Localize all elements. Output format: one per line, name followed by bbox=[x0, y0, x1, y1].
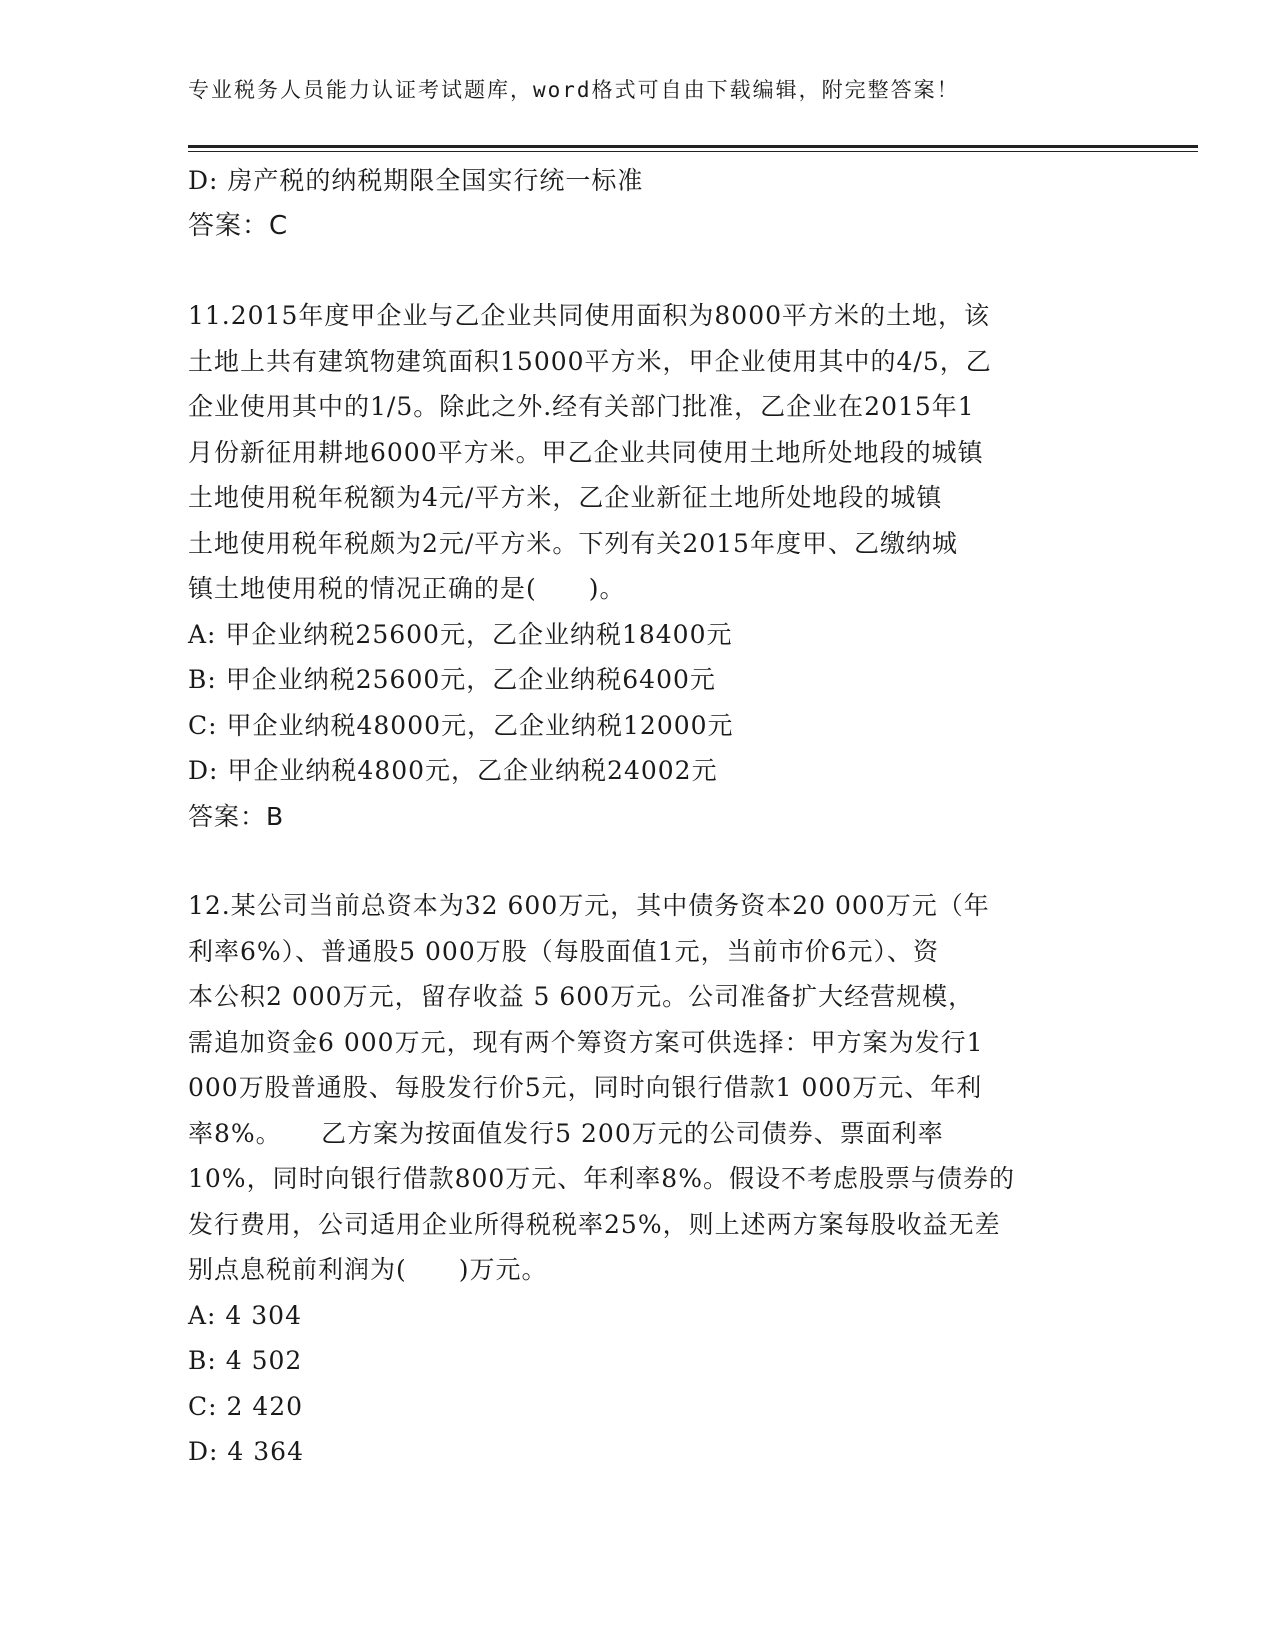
q12-text-line: 10%，同时向银行借款800万元、年利率8%。假设不考虑股票与债券的 bbox=[188, 1164, 1015, 1193]
q12-text-line: 000万股普通股、每股发行价5元，同时向银行借款1 000万元、年利 bbox=[188, 1073, 983, 1102]
q11-text-line: 土地使用税年税额为4元/平方米，乙企业新征土地所处地段的城镇 bbox=[188, 483, 943, 512]
spacer bbox=[188, 249, 1088, 293]
q11-text-line: 月份新征用耕地6000平方米。甲乙企业共同使用土地所处地段的城镇 bbox=[188, 437, 984, 467]
q11-option-a: A: 甲企业纳税25600元，乙企业纳税18400元 bbox=[188, 619, 733, 649]
q12-text-line: 利率6%）、普通股5 000万股（每股面值1元，当前市价6元）、资 bbox=[188, 936, 940, 966]
q11-answer: 答案：B bbox=[188, 801, 285, 831]
header-rule-thick bbox=[188, 145, 1198, 148]
q11-option-d: D: 甲企业纳税4800元，乙企业纳税24002元 bbox=[188, 756, 718, 785]
q12-option-d: D: 4 364 bbox=[188, 1437, 304, 1466]
prev-option-d: D: 房产税的纳税期限全国实行统一标准 bbox=[188, 166, 644, 195]
q11-option-b: B: 甲企业纳税25600元，乙企业纳税6400元 bbox=[188, 665, 716, 694]
question-11 bbox=[188, 293, 1088, 839]
q11-text-line: 企业使用其中的1/5。除此之外.经有关部门批准，乙企业在2015年1 bbox=[188, 392, 975, 421]
q12-option-b: B: 4 502 bbox=[188, 1346, 303, 1375]
prev-answer: 答案：C bbox=[188, 210, 289, 241]
header-rule-thin bbox=[188, 151, 1198, 152]
q11-text-line: 土地使用税年税颇为2元/平方米。下列有关2015年度甲、乙缴纳城 bbox=[188, 528, 958, 558]
q12-text-line: 率8%。 乙方案为按面值发行5 200万元的公司债券、票面利率 bbox=[188, 1118, 944, 1148]
page-header: 专业税务人员能力认证考试题库，word格式可自由下载编辑，附完整答案！ bbox=[188, 78, 960, 102]
document-body bbox=[188, 158, 1088, 1475]
q12-text-line: 本公积2 000万元，留存收益 5 600万元。公司准备扩大经营规模， bbox=[188, 982, 975, 1011]
spacer bbox=[188, 839, 1088, 883]
q12-text-line: 别点息税前利润为( )万元。 bbox=[188, 1255, 548, 1284]
q11-text-line: 11.2015年度甲企业与乙企业共同使用面积为8000平方米的土地，该 bbox=[188, 301, 991, 330]
q12-option-c: C: 2 420 bbox=[188, 1391, 304, 1421]
q12-text-line: 发行费用，公司适用企业所得税税率25%，则上述两方案每股收益无差 bbox=[188, 1209, 1001, 1239]
q11-text-line: 土地上共有建筑物建筑面积15000平方米，甲企业使用其中的4/5，乙 bbox=[188, 346, 992, 376]
q11-text-line: 镇土地使用税的情况正确的是( )。 bbox=[188, 574, 626, 603]
q12-text-line: 需追加资金6 000万元，现有两个筹资方案可供选择：甲方案为发行1 bbox=[188, 1027, 984, 1057]
q11-option-c: C: 甲企业纳税48000元，乙企业纳税12000元 bbox=[188, 710, 734, 740]
q12-option-a: A: 4 304 bbox=[188, 1300, 302, 1330]
question-12 bbox=[188, 883, 1088, 1475]
q12-text-line: 12.某公司当前总资本为32 600万元，其中债务资本20 000万元（年 bbox=[188, 891, 990, 920]
